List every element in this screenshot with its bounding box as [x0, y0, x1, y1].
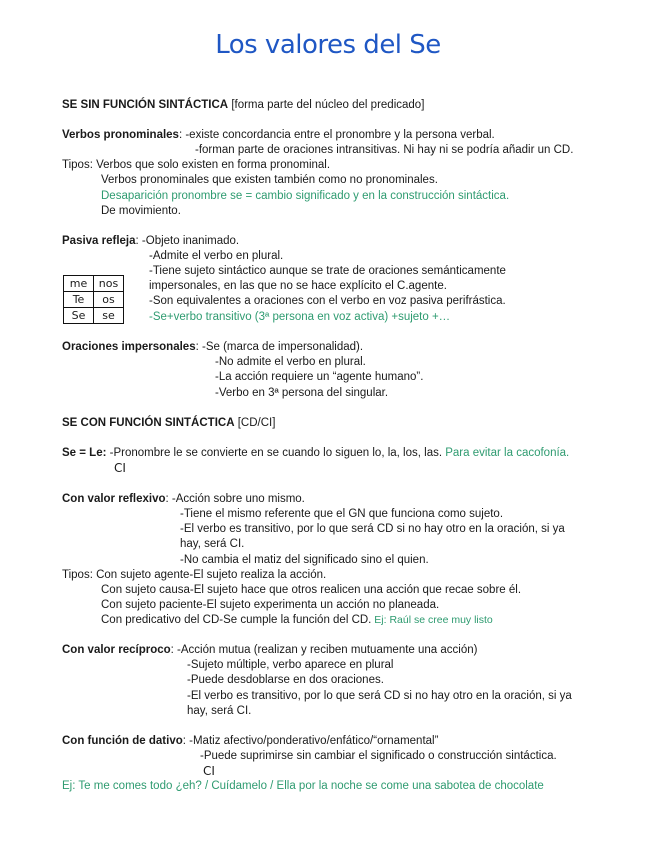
table-cell: os	[94, 292, 124, 308]
section-heading-text: SE SIN FUNCIÓN SINTÁCTICA	[62, 99, 229, 111]
pasiva-label: Pasiva refleja	[62, 235, 136, 247]
sele-line-1	[62, 446, 569, 460]
reciprocal-label: Con valor recíproco	[62, 644, 171, 656]
section-heading-2-text: SE CON FUNCIÓN SINTÁCTICA	[62, 417, 235, 429]
reciprocal-line-2: -Sujeto múltiple, verbo aparece en plural	[187, 659, 394, 671]
pasiva-line-1	[62, 234, 239, 248]
reflexive-line-4: hay, será CI.	[180, 538, 245, 550]
sele-green: Para evitar la cacofonía.	[442, 447, 570, 459]
section-heading-note: [forma parte del núcleo del predicado]	[228, 99, 425, 111]
tipos-line-4: De movimiento.	[101, 205, 181, 217]
pasiva-line-2: -Admite el verbo en plural.	[149, 250, 284, 262]
table-cell: me	[64, 276, 94, 292]
reflexive-tipos-3: Con sujeto paciente-El sujeto experimenta un acción no planeada.	[101, 599, 440, 611]
pronominal-line-1	[62, 128, 495, 142]
pronominal-text-1: : -existe concordancia entre el pronombre y la persona verbal.	[178, 129, 495, 141]
reflexive-line-2: -Tiene el mismo referente que el GN que funciona como sujeto.	[180, 508, 504, 520]
dative-ci-annotation: CI	[203, 764, 215, 778]
reflexive-line-1	[62, 492, 305, 506]
reflexive-tipos-4-text: Con predicativo del CD-Se cumple la función del CD.	[101, 614, 372, 626]
impersonal-text-1: : -Se (marca de impersonalidad).	[195, 341, 364, 353]
impersonal-line-2: -No admite el verbo en plural.	[215, 356, 366, 368]
table-row	[64, 292, 124, 308]
impersonal-line-4: -Verbo en 3ª persona del singular.	[215, 387, 389, 399]
reciprocal-line-5: hay, será CI.	[187, 705, 252, 717]
reciprocal-line-4: -El verbo es transitivo, por lo que será CD si no hay otro en la oración, si ya	[187, 690, 572, 702]
table-cell: Se	[64, 308, 94, 324]
impersonal-line-1	[62, 340, 363, 354]
reflexive-line-3: -El verbo es transitivo, por lo que será CD si no hay otro en la oración, si ya	[180, 523, 565, 535]
reflexive-example: Ej: Raúl se cree muy listo	[371, 614, 493, 626]
reflexive-tipos-1: Tipos: Con sujeto agente-El sujeto realiza la acción.	[62, 569, 327, 581]
pasiva-text-1: : -Objeto inanimado.	[135, 235, 240, 247]
table-row	[64, 308, 124, 324]
impersonal-label: Oraciones impersonales	[62, 341, 196, 353]
section-heading	[62, 98, 424, 112]
table-cell: Te	[64, 292, 94, 308]
section-heading-2	[62, 416, 275, 430]
reflexive-text-1: : -Acción sobre uno mismo.	[165, 493, 305, 505]
reflexive-tipos-2: Con sujeto causa-El sujeto hace que otros realicen una acción que recae sobre él.	[101, 584, 522, 596]
dative-line-2: -Puede suprimirse sin cambiar el significado o construcción sintáctica.	[200, 750, 557, 762]
table-row	[64, 276, 124, 292]
table-cell: se	[94, 308, 124, 324]
tipos-line-2: Verbos pronominales que existen también como no pronominales.	[101, 174, 438, 186]
pronominal-line-2: -forman parte de oraciones intransitivas. Ni hay ni se podría añadir un CD.	[195, 144, 574, 156]
reciprocal-text-1: : -Acción mutua (realizan y reciben mutuamente una acción)	[170, 644, 478, 656]
dative-label: Con función de dativo	[62, 735, 183, 747]
pronominal-label: Verbos pronominales	[62, 129, 179, 141]
pronoun-table	[63, 275, 124, 324]
pasiva-line-3: -Tiene sujeto sintáctico aunque se trate de oraciones semánticamente	[149, 265, 506, 277]
section-heading-2-note: [CD/CI]	[234, 417, 276, 429]
tipos-line-1: Tipos: Verbos que solo existen en forma pronominal.	[62, 159, 331, 171]
sele-text-1: -Pronombre le se convierte en se cuando lo siguen lo, la, los, las.	[106, 447, 443, 459]
reciprocal-line-1	[62, 643, 477, 657]
impersonal-line-3: -La acción requiere un “agente humano”.	[215, 371, 424, 383]
reciprocal-line-3: -Puede desdoblarse en dos oraciones.	[187, 674, 384, 686]
dative-line-1	[62, 734, 438, 748]
pasiva-line-4: impersonales, en las que no se hace explícito el C.agente.	[149, 280, 447, 292]
tipos-line-3: Desaparición pronombre se = cambio significado y en la construcción sintáctica.	[101, 190, 510, 202]
pasiva-line-6: -Se+verbo transitivo (3ª persona en voz activa) +sujeto +…	[149, 311, 451, 323]
reflexive-label: Con valor reflexivo	[62, 493, 166, 505]
sele-label: Se = Le:	[62, 447, 107, 459]
page-title: Los valores del Se	[215, 30, 441, 60]
table-cell: nos	[94, 276, 124, 292]
pasiva-line-5: -Son equivalentes a oraciones con el verbo en voz pasiva perifrástica.	[149, 295, 506, 307]
dative-example: Ej: Te me comes todo ¿eh? / Cuídamelo / Ella por la noche se come una sabotea de chocolate	[62, 780, 544, 792]
reflexive-tipos-4	[101, 613, 493, 627]
dative-text-1: : -Matiz afectivo/ponderativo/enfático/“ornamental”	[182, 735, 439, 747]
reflexive-line-5: -No cambia el matiz del significado sino el quien.	[180, 554, 429, 566]
sele-ci-annotation: CI	[114, 461, 126, 475]
